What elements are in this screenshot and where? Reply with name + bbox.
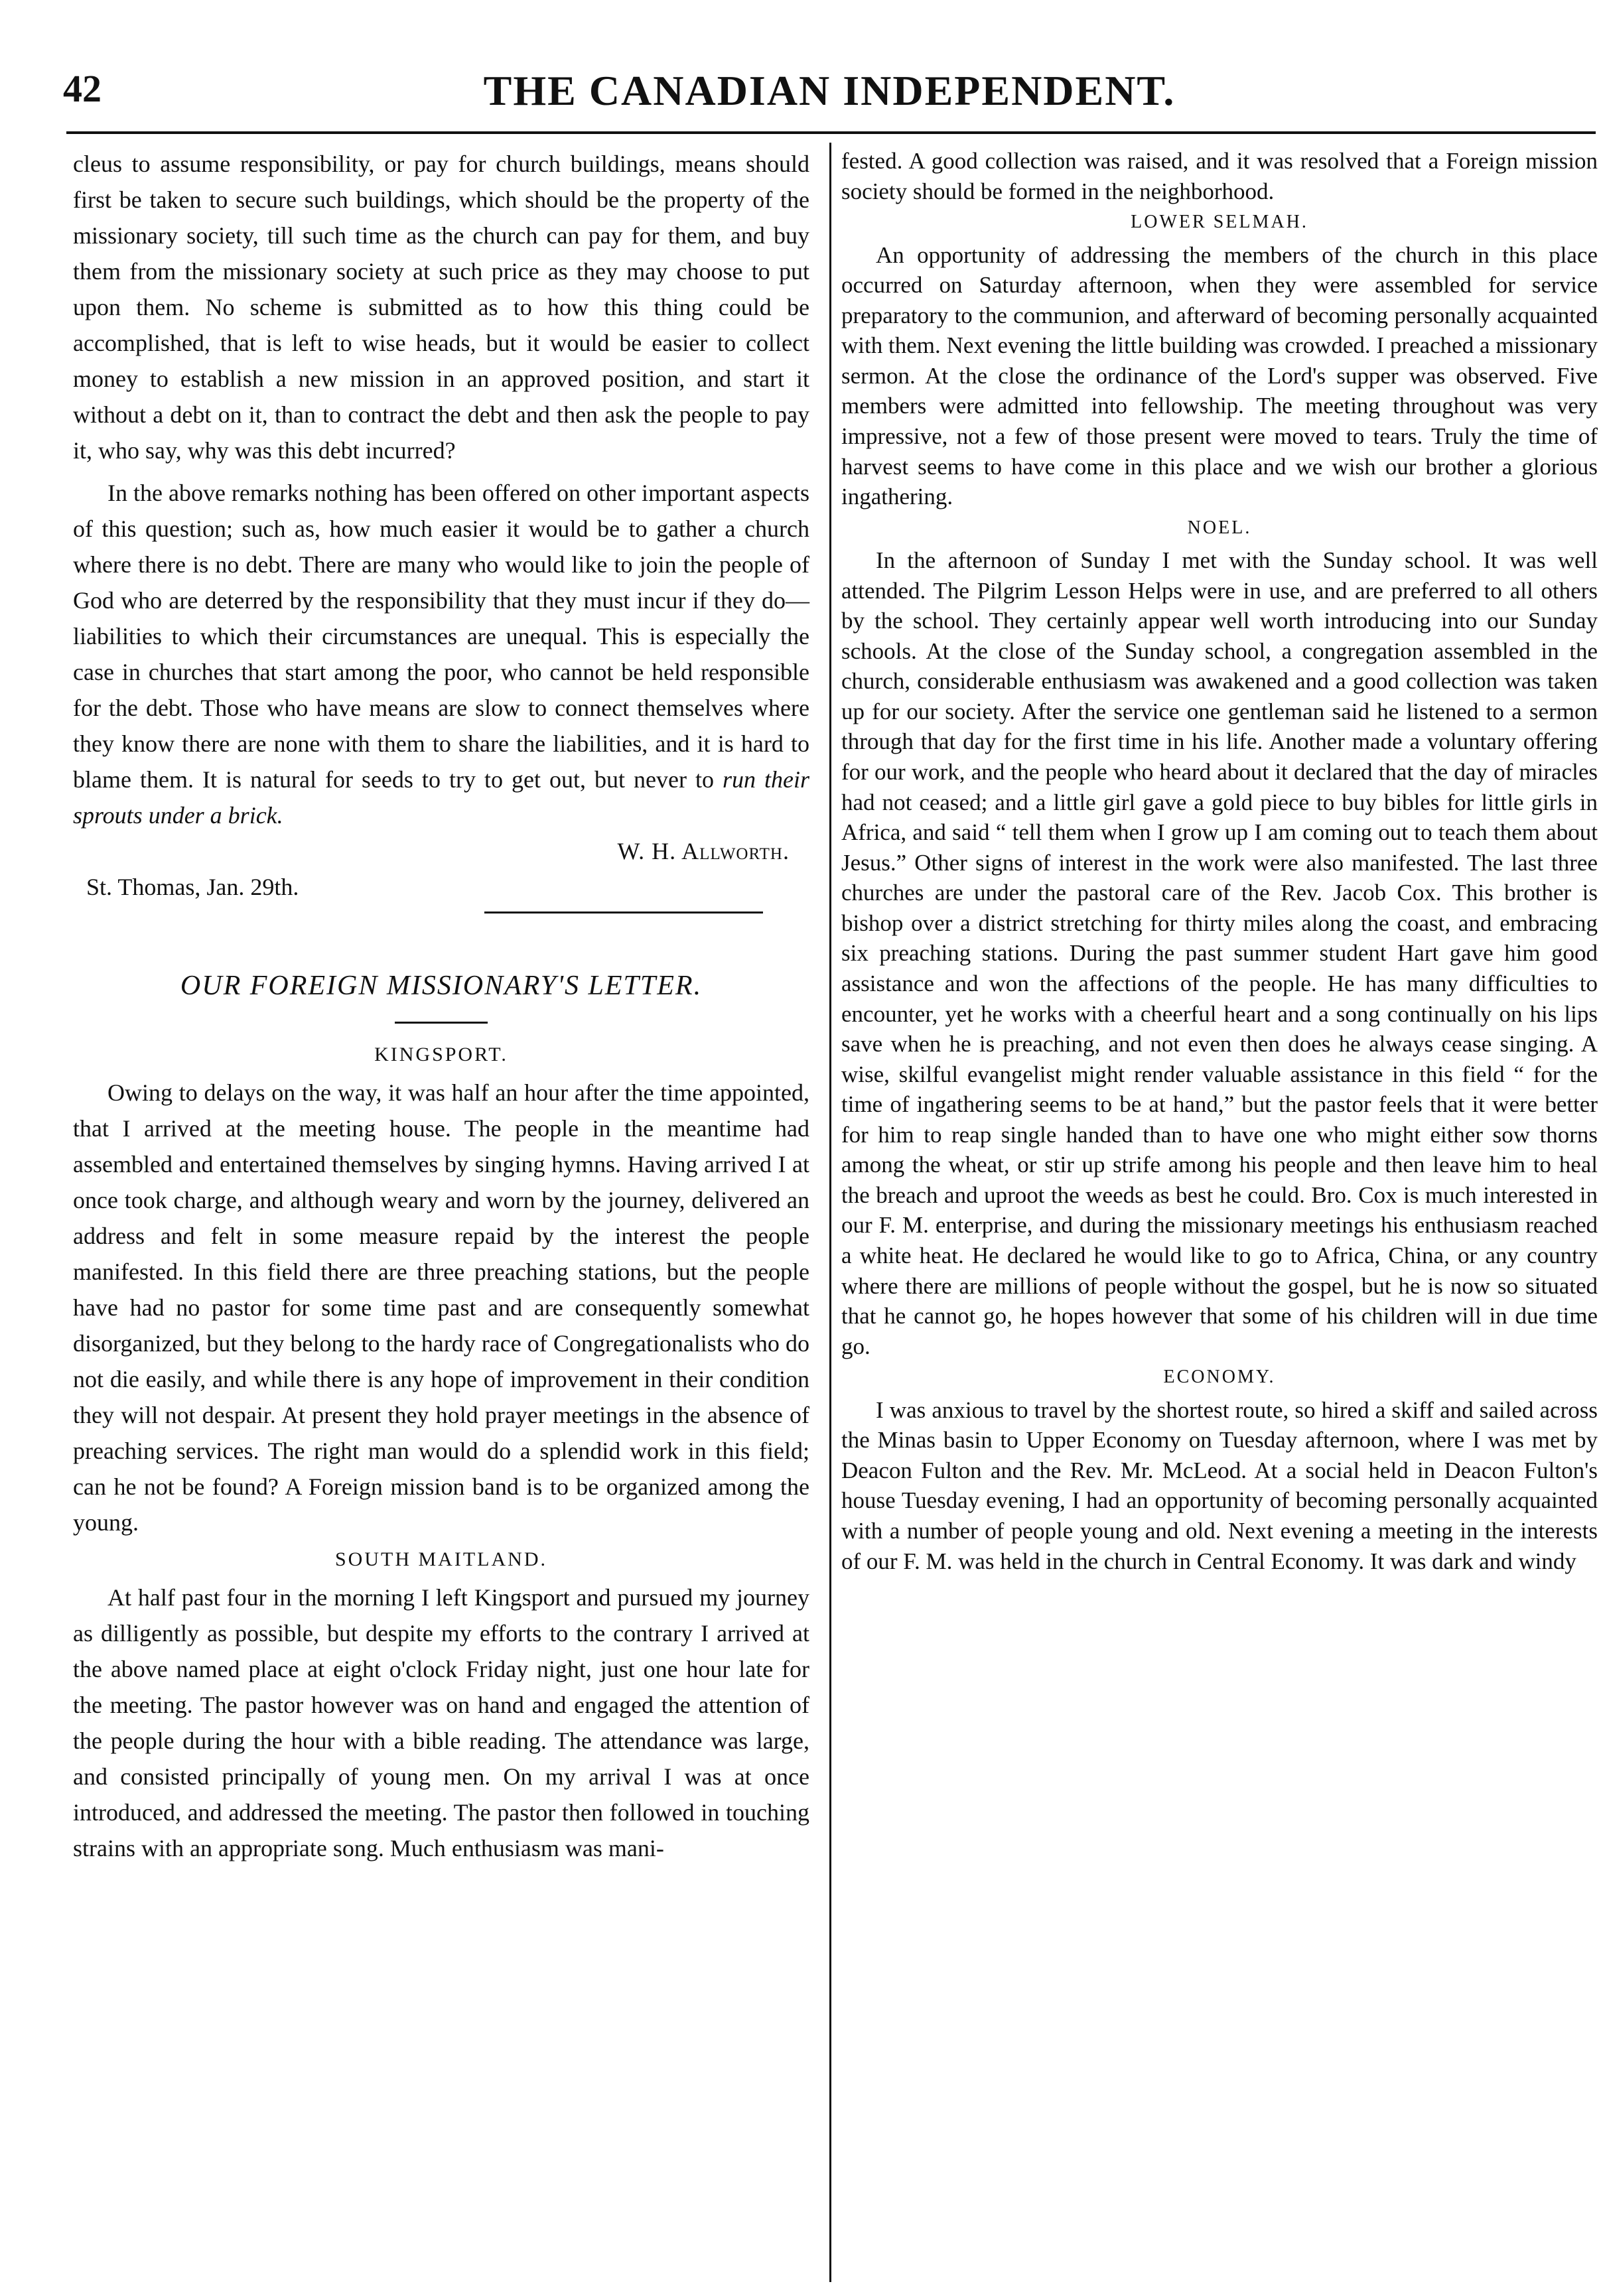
subheading-noel: NOEL. [1187, 517, 1252, 538]
dateline: St. Thomas, Jan. 29th. [86, 874, 299, 900]
article-paragraph: In the afternoon of Sunday I met with the Sunday school. It was well attended. The Pilgrim Lesson Helps were in use, and are preferred to all others by the school. They certainly appear well worth introducing into our Sunday schools. At the close of the Sunday school, a congregation assembled in the church, considerable enthusiasm was awakened and a good collection was taken up for our society. After the service one gentleman said he listened to a sermon through that day for the first time in his life. Another made a voluntary offering for our work, and the people who heard about it declared that the day of miracles had not ceased; and a little girl gave a gold piece to buy bibles for little girls in Africa, and said “ tell them when I grow up I am coming out to teach them about Jesus.” Other signs of interest in the work were also manifested. The last three churches are under the pastoral care of the Rev. Jacob Cox. This brother is bishop over a district stretching for thirty miles along the coast, and embracing six preaching stations. During the past summer student Hart gave him good assistance and won the affections of the people. He has many difficulties to encounter, yet he works with a cheerful heart and a song continually on his lips save when he is preaching, and not even then does he always cease singing. A wise, skilful evangelist might render valuable assistance in this field “ for the time of ingathering seems to be at hand,” but the pastor feels that it were better for him to reap single handed than to have one who might either sow thorns among the wheat, or stir up strife among his people and then leave him to heal the breach and uproot the weeds as best he could. Bro. Cox is much interested in our F. M. enterprise, and during the missionary meetings his enthusiasm reached a white heat. He declared he would like to go to Africa, China, or any country where there are millions of people without the gospel, but he is now so situated that he cannot go, he hopes however that some of his children will in due time go. [841, 547, 1598, 1359]
subheading-south-maitland: SOUTH MAITLAND. [335, 1548, 547, 1570]
author-signature: W. H. Allworth. [617, 838, 790, 864]
article-paragraph: At half past four in the morning I left Kingsport and pursued my journey as dilligently as possible, but despite my efforts to the contrary I arrived at the above named place at eight o'clock Friday night, just one hour late for the meeting. The pastor however was on hand and engaged the attention of the people during the hour with a bible reading. The attendance was large, and consisted principally of young men. On my arrival I was at once introduced, and addressed the meeting. The pastor then followed in touching strains with an appropriate song. Much enthusiasm was mani- [73, 1584, 809, 1861]
article-paragraph [73, 475, 809, 833]
article-paragraph: fested. A good collection was raised, and it was resolved that a Foreign mission society should be formed in the neighborhood. [841, 148, 1598, 204]
left-column [73, 146, 809, 1866]
article-paragraph: I was anxious to travel by the shortest route, so hired a skiff and sailed across the Minas basin to Upper Economy on Tuesday afternoon, where I was met by Deacon Fulton and the Rev. Mr. McLeod. At a social held in Deacon Fulton's house Tuesday evening, I had an opportunity of becoming personally acquainted with a number of people young and old. Next evening a meeting in the interests of our F. M. was held in the church in Central Economy. It was dark and windy [841, 1396, 1598, 1574]
subheading-lower-selmah: LOWER SELMAH. [1131, 212, 1308, 233]
publication-title: THE CANADIAN INDEPENDENT. [483, 67, 1176, 114]
subheading-economy: ECONOMY. [1163, 1367, 1276, 1388]
paragraph-text: In the above remarks nothing has been offered on other important aspects of this question; such as, how much easier it would be to gather a church where there is no debt. There are many who would like to join the people of God who are deterred by the responsibility that they must incur if they do—liabilities to which their circumstances are unequal. This is especially the case in churches that start among the poor, who cannot be held responsible for the debt. Those who have means are slow to connect themselves where they know there are none with them to share the liabilities, and it is hard to blame them. It is natural for seeds to try to get out, but never to [73, 480, 809, 793]
article-paragraph: An opportunity of addressing the members of the church in this place occurred on Saturday afternoon, when they were assembled for service preparatory to the communion, and afterward of becoming personally acquainted with them. Next evening the little building was crowded. I preached a missionary sermon. At the close the ordinance of the Lord's supper was observed. Five members were admitted into fellowship. The meeting throughout was very impressive, not a few of those present were moved to tears. Truly the time of harvest seems to have come in this place and we wish our brother a glorious ingathering. [841, 241, 1598, 510]
column-divider [829, 143, 831, 2282]
article-paragraph: Owing to delays on the way, it was half an hour after the time appointed, that I arrived at the meeting house. The people in the meantime had assembled and entertained themselves by singing hymns. Having arrived I at once took charge, and although weary and worn by the journey, delivered an address and felt in some measure repaid by the interest the people manifested. In this field there are three preaching stations, but the people have had no pastor for some time past and are consequently somewhat disorganized, but they belong to the hardy race of Congregationalists who do not die easily, and while there is any hope of improvement in their condition they will not despair. At present they hold prayer meetings in the absence of preaching services. The right man would do a splendid work in this field; can he not be found? A Foreign mission band is to be organized among the young. [73, 1079, 809, 1536]
right-column [841, 146, 1598, 1576]
page-number: 42 [63, 67, 102, 110]
header-rule [66, 131, 1596, 134]
page-header [63, 66, 1596, 133]
article-paragraph: cleus to assume responsibility, or pay for church buildings, means should first be taken to secure such buildings, which should be the property of the missionary society, till such time as the church can pay for them, and buy them from the missionary society at such price as they may choose to put upon them. No scheme is submitted as to how this thing could be accomplished, that is left to wise heads, but it would be easier to collect money to establish a new mission in an approved position, and start it without a debt on it, than to contract the debt and then ask the people to pay it, who say, why was this debt incurred? [73, 151, 809, 464]
italic-phrase: run their sprouts under a brick. [73, 766, 809, 829]
title-rule [395, 1022, 488, 1024]
subheading-kingsport: KINGSPORT. [374, 1044, 508, 1065]
article-end-rule [484, 912, 763, 913]
section-title: OUR FOREIGN MISSIONARY'S LETTER. [180, 971, 703, 1001]
